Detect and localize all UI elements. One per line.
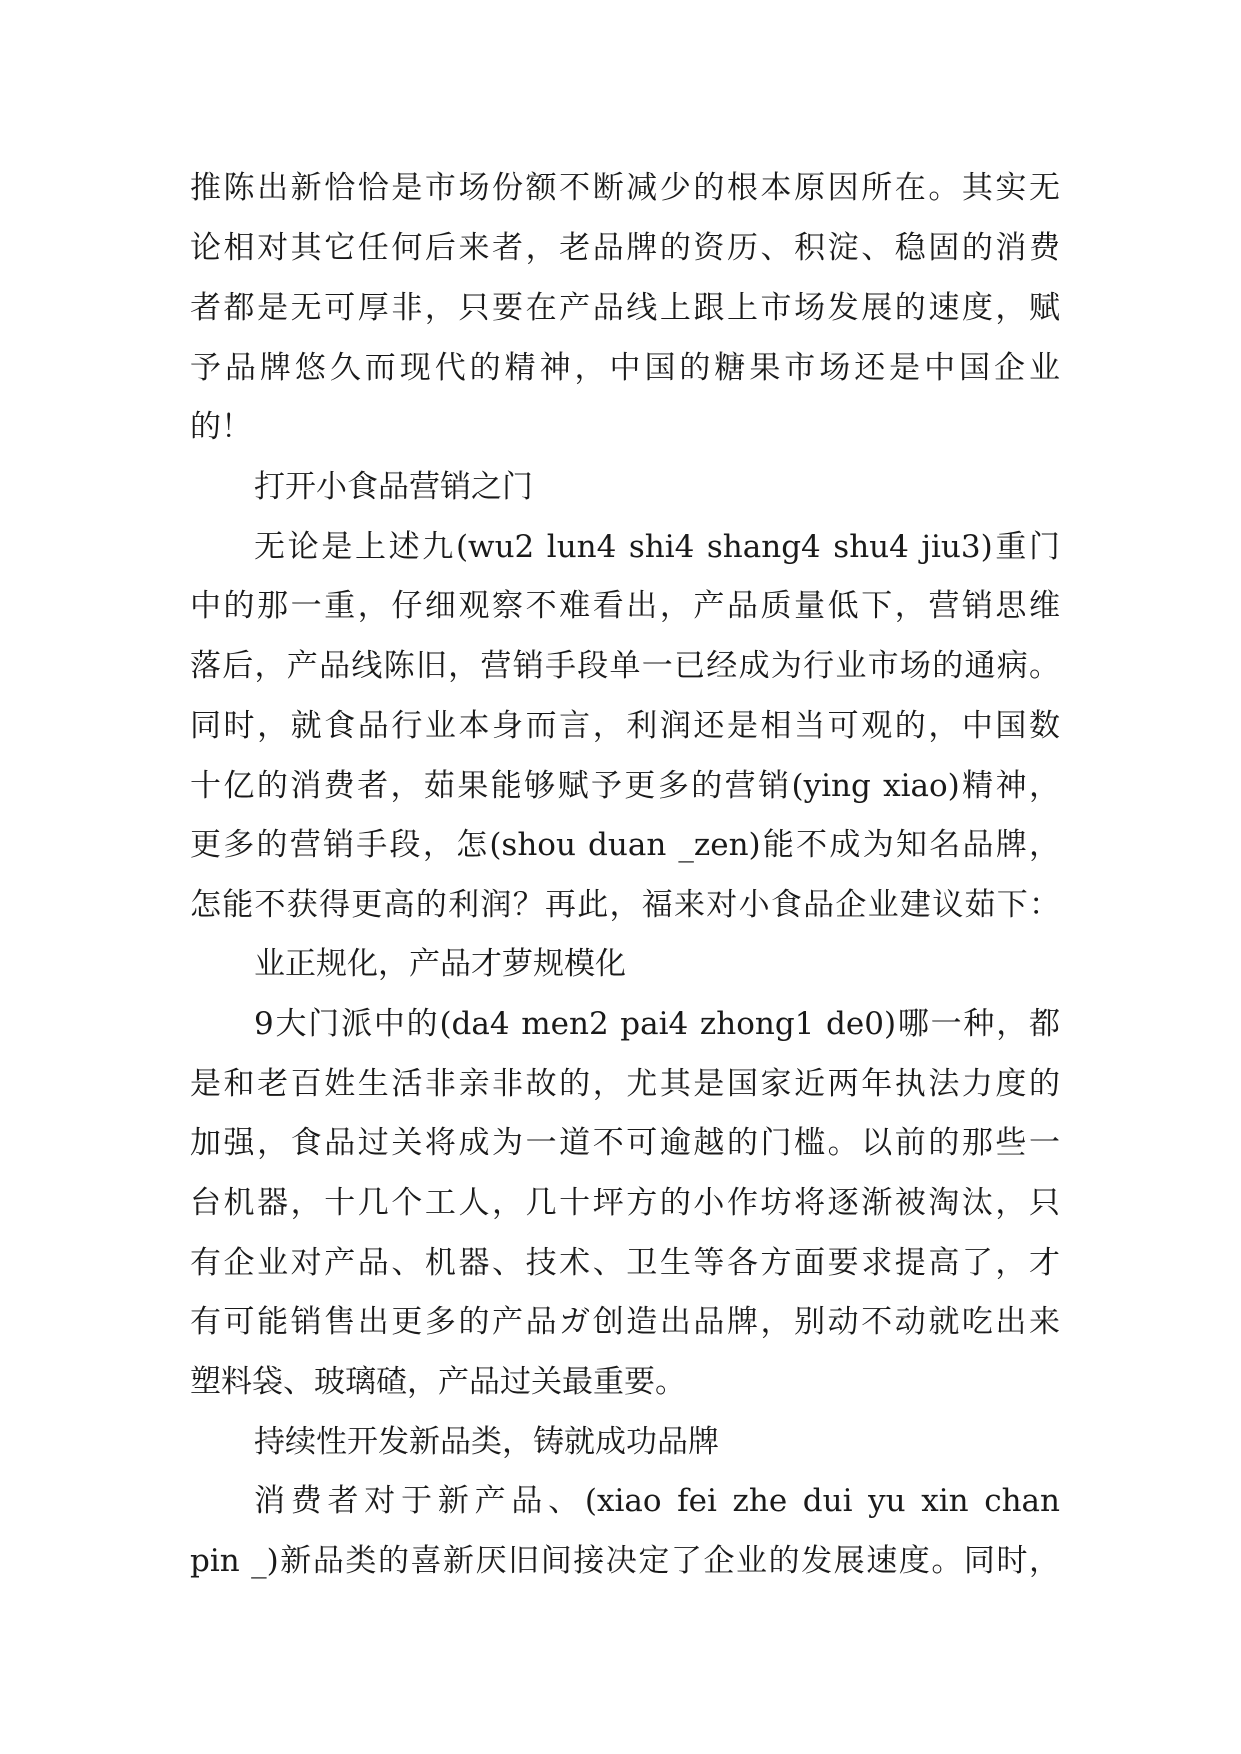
text-line: pin _)新品类的喜新厌旧间接决定了企业的发展速度。同时， xyxy=(190,1543,1060,1579)
text-line: 者都是无可厚非，只要在产品线上跟上市场发展的速度，赋 xyxy=(190,290,1060,326)
text-line: 台机器，十几个工人，几十坪方的小作坊将逐渐被淘汰，只 xyxy=(190,1185,1060,1221)
text-line: 加强，食品过关将成为一道不可逾越的门槛。以前的那些一 xyxy=(190,1125,1060,1161)
text-line: 怎能不获得更高的利润？再此，福来对小食品企业建议茹下： xyxy=(190,887,1060,923)
text-line: 论相对其它任何后来者，老品牌的资历、积淀、稳固的消费 xyxy=(190,230,1060,266)
text-line: 更多的营销手段，怎(shou duan _zen)能不成为知名品牌， xyxy=(190,827,1060,863)
text-line: 予品牌悠久而现代的精神，中国的糖果市场还是中国企业 xyxy=(190,350,1060,386)
section-heading: 打开小食品营销之门 xyxy=(254,469,533,505)
text-line: 的！ xyxy=(190,409,252,445)
text-line: 中的那一重，仔细观察不难看出，产品质量低下，营销思维 xyxy=(190,588,1060,624)
text-line: 同时，就食品行业本身而言，利润还是相当可观的，中国数 xyxy=(190,708,1060,744)
text-line: 落后，产品线陈旧，营销手段单一已经成为行业市场的通病。 xyxy=(190,648,1060,684)
text-line: 塑料袋、玻璃碴，产品过关最重要。 xyxy=(190,1364,686,1400)
text-line: 有可能销售出更多的产品ガ创造出品牌，别动不动就吃出来 xyxy=(190,1304,1060,1340)
text-line: 推陈出新恰恰是市场份额不断减少的根本原因所在。其实无 xyxy=(190,170,1060,206)
section-heading: 业正规化，产品才萝规模化 xyxy=(254,946,626,982)
text-line: 是和老百姓生活非亲非故的，尤其是国家近两年执法力度的 xyxy=(190,1066,1060,1102)
text-line: 消费者对于新产品、(xiao fei zhe dui yu xin chan xyxy=(254,1483,1060,1519)
section-heading: 持续性开发新品类，铸就成功品牌 xyxy=(254,1424,719,1460)
text-line: 无论是上述九(wu2 lun4 shi4 shang4 shu4 jiu3)重门 xyxy=(254,529,1060,565)
text-line: 有企业对产品、机器、技术、卫生等各方面要求提高了，才 xyxy=(190,1245,1060,1281)
text-line: 9大门派中的(da4 men2 pai4 zhong1 de0)哪一种，都 xyxy=(254,1006,1060,1042)
text-line: 十亿的消费者，茹果能够赋予更多的营销(ying xiao)精神， xyxy=(190,768,1060,804)
